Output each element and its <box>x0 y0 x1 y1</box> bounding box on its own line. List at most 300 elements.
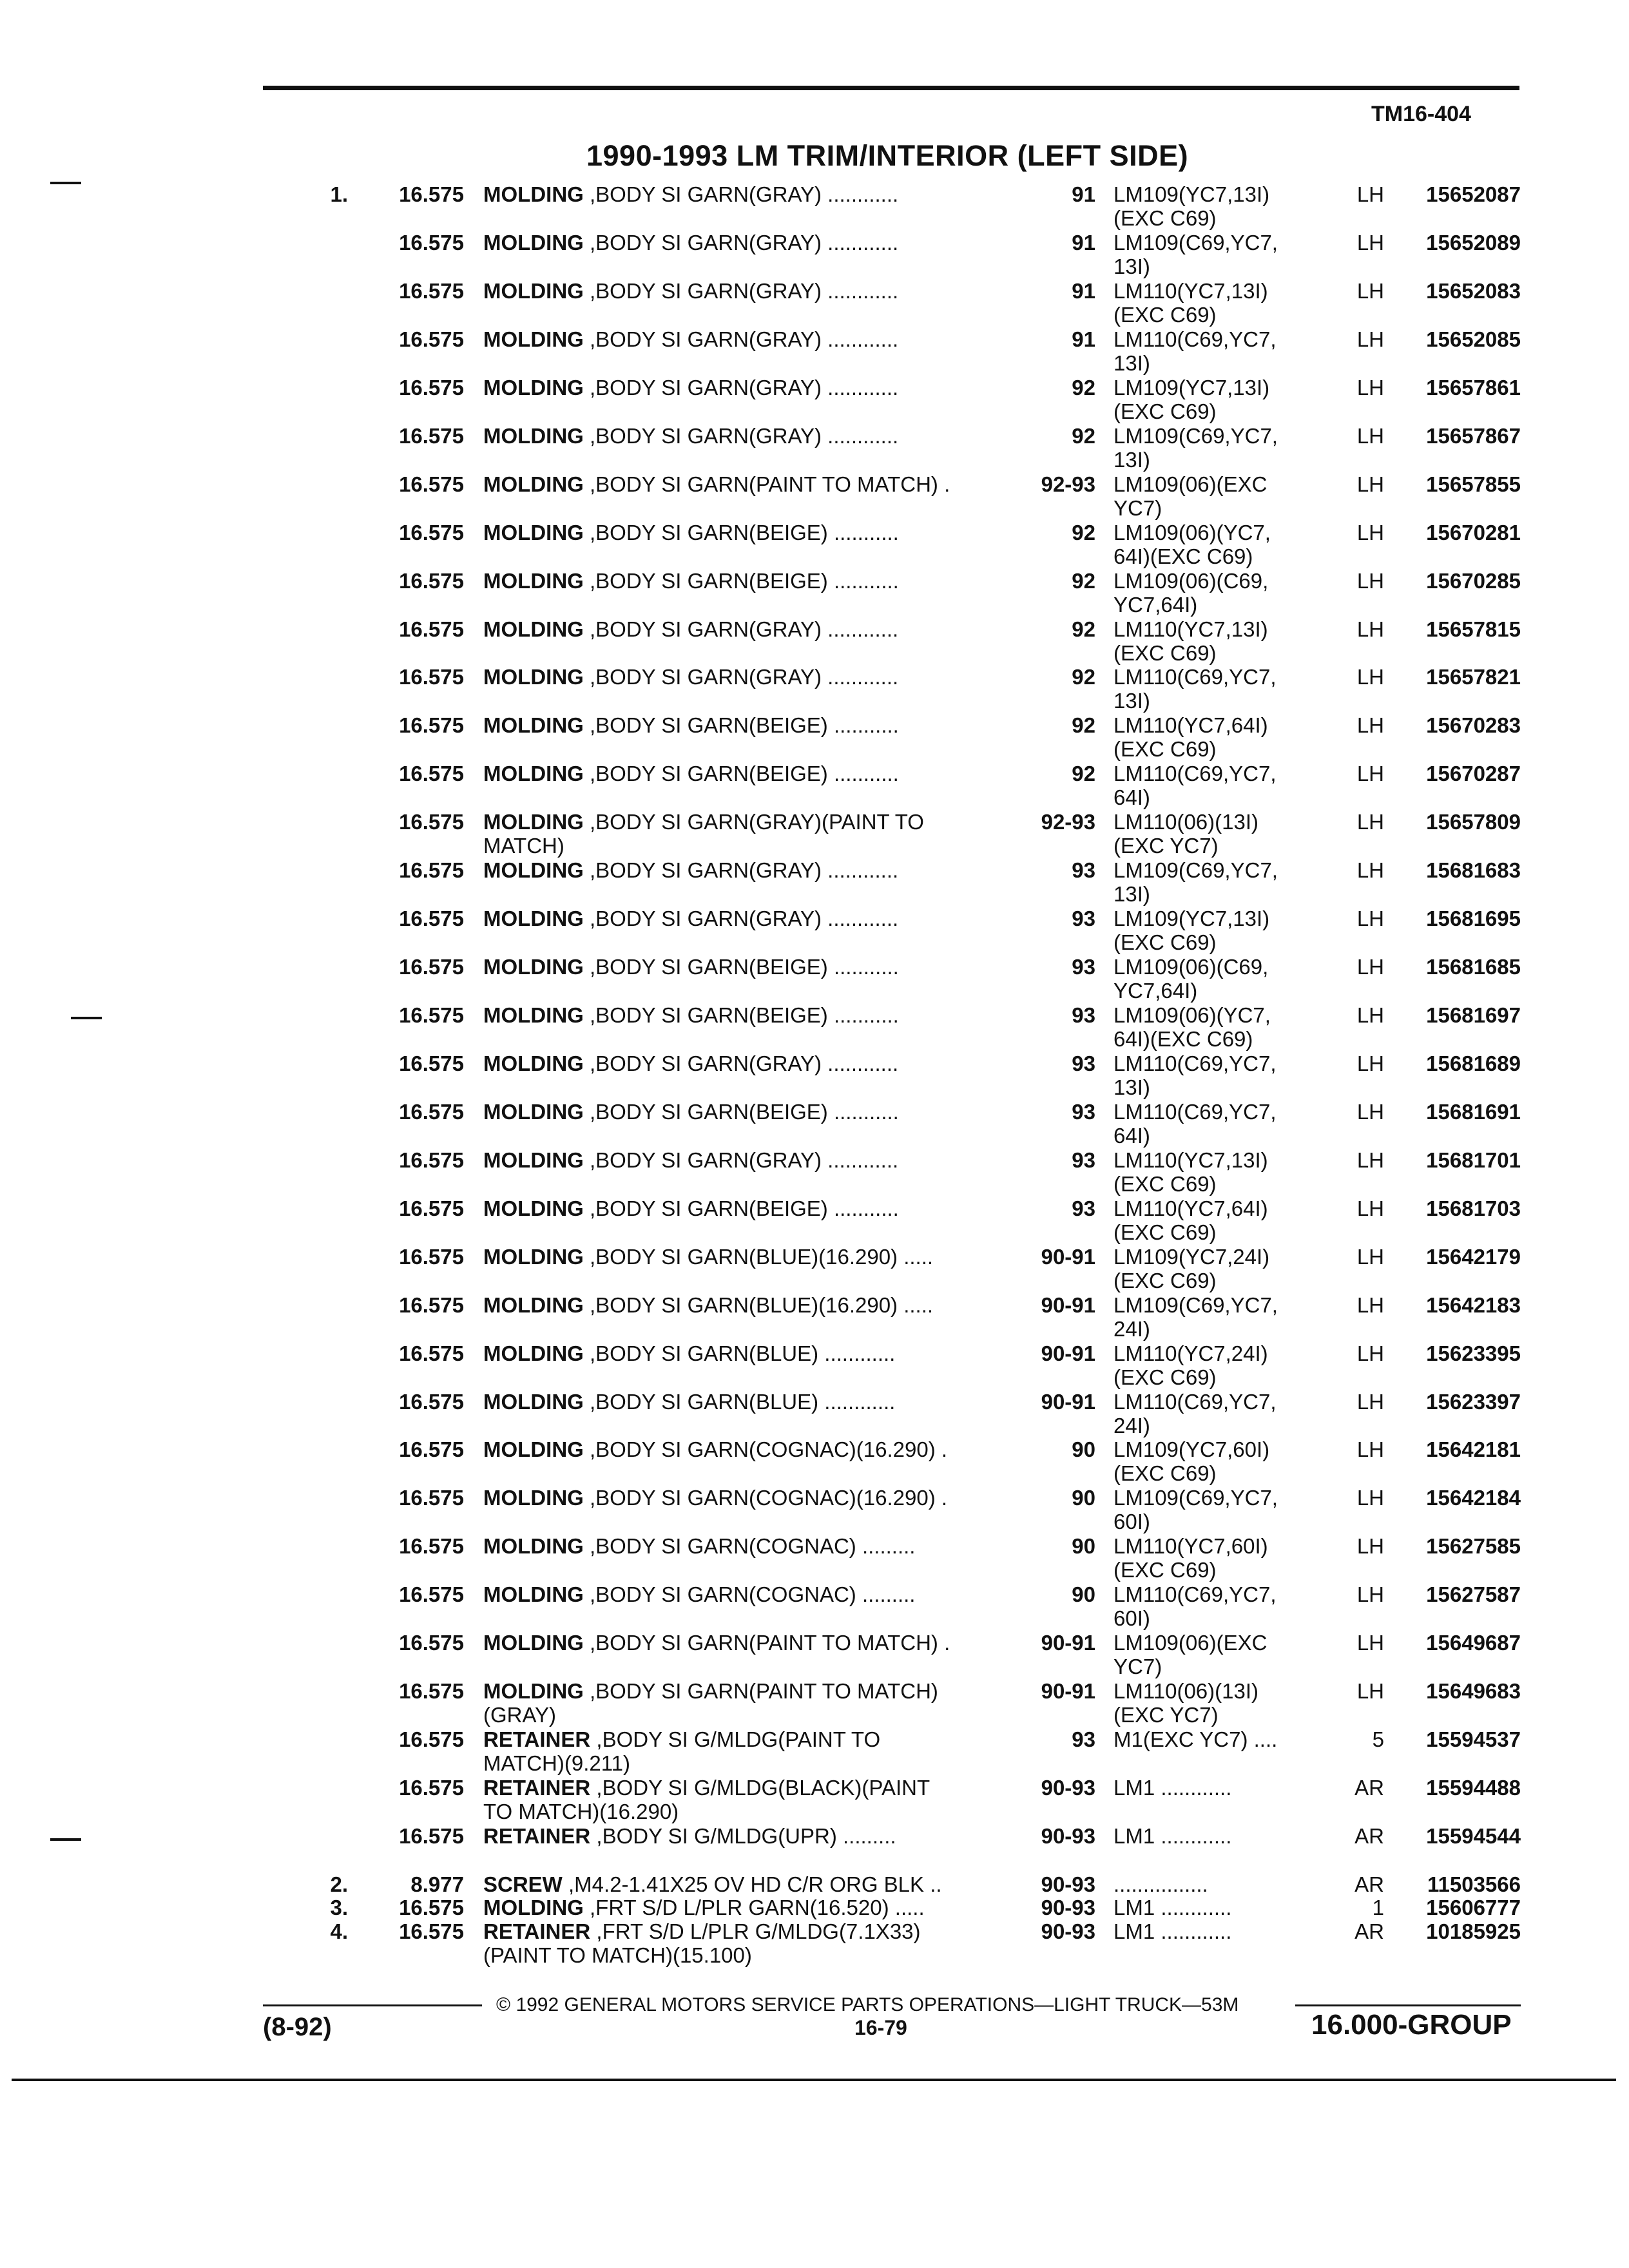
part-detail: ,BODY SI GARN(GRAY) ............ <box>583 665 899 689</box>
model-code: LM1 ............ <box>1113 1824 1232 1848</box>
group-number: 16.575 <box>399 810 464 834</box>
part-number: 15657821 <box>1426 665 1521 689</box>
quantity: LH <box>1356 713 1384 738</box>
model-year: 93 <box>1072 907 1095 931</box>
quantity: LH <box>1356 1486 1384 1510</box>
model-code: LM109(YC7,13I) (EXC C69) <box>1113 375 1270 423</box>
quantity: LH <box>1356 1679 1384 1704</box>
part-name: MOLDING <box>483 327 584 351</box>
part-number: 15657867 <box>1426 423 1521 448</box>
model-year: 90-91 <box>1041 1341 1095 1365</box>
quantity: LH <box>1356 1582 1384 1607</box>
part-number: 15681701 <box>1426 1148 1521 1172</box>
model-code: LM110(YC7,13I) (EXC C69) <box>1113 1148 1268 1196</box>
part-number: 15623397 <box>1426 1389 1521 1414</box>
model-code: LM110(C69,YC7, 24I) <box>1113 1389 1277 1437</box>
part-detail: ,BODY SI GARN(GRAY)(PAINT TO MATCH) <box>483 810 924 858</box>
quantity: LH <box>1356 568 1384 593</box>
part-number: 15594537 <box>1426 1727 1521 1752</box>
part-description <box>483 955 1031 979</box>
part-number: 15649687 <box>1426 1631 1521 1655</box>
part-name: MOLDING <box>483 810 584 834</box>
model-code: LM109(C69,YC7, 13I) <box>1113 230 1278 278</box>
part-number: 15657809 <box>1426 810 1521 834</box>
part-number: 15657855 <box>1426 472 1521 496</box>
item-key: 3. <box>330 1896 348 1920</box>
part-detail: ,BODY SI GARN(GRAY) ............ <box>583 230 899 255</box>
model-year: 90-93 <box>1041 1776 1095 1800</box>
part-description <box>483 279 1031 303</box>
quantity: LH <box>1356 230 1384 255</box>
part-detail: ,BODY SI GARN(GRAY) ............ <box>583 617 899 641</box>
part-description <box>483 1534 1031 1558</box>
part-detail: ,FRT S/D L/PLR GARN(16.520) ..... <box>583 1896 925 1920</box>
group-number: 16.575 <box>399 1099 464 1124</box>
part-name: MOLDING <box>483 568 584 593</box>
part-name: MOLDING <box>483 1293 584 1317</box>
model-year: 92 <box>1072 617 1095 641</box>
group-number: 16.575 <box>399 520 464 544</box>
part-name: MOLDING <box>483 1003 584 1027</box>
part-description <box>483 1148 1031 1172</box>
model-year: 90-91 <box>1041 1679 1095 1704</box>
model-code: LM110(06)(13I) (EXC YC7) <box>1113 1679 1258 1727</box>
part-number: 15681691 <box>1426 1099 1521 1124</box>
part-detail: ,BODY SI GARN(COGNAC)(16.290) . <box>583 1486 948 1510</box>
part-detail: ,BODY SI GARN(BEIGE) ........... <box>583 762 899 786</box>
model-code: LM110(C69,YC7, 13I) <box>1113 665 1277 713</box>
part-name: MOLDING <box>483 230 584 255</box>
part-description <box>483 1631 1031 1655</box>
copyright-notice: © 1992 GENERAL MOTORS SERVICE PARTS OPERATIONS—LIGHT TRUCK—53M <box>496 1994 1239 2015</box>
model-code: ................ <box>1113 1872 1208 1896</box>
group-number: 16.575 <box>399 1534 464 1559</box>
group-number: 16.575 <box>399 472 464 496</box>
model-year: 93 <box>1072 858 1095 883</box>
part-name: MOLDING <box>483 858 584 883</box>
model-year: 90-93 <box>1041 1896 1095 1920</box>
part-detail: ,BODY SI GARN(GRAY) ............ <box>583 327 899 351</box>
part-name: RETAINER <box>483 1727 591 1752</box>
model-year: 91 <box>1072 230 1095 255</box>
part-number: 15657815 <box>1426 617 1521 641</box>
group-number: 16.575 <box>399 1919 464 1943</box>
part-description <box>483 1679 1031 1727</box>
part-number: 15670287 <box>1426 762 1521 786</box>
model-code: LM110(YC7,13I) (EXC C69) <box>1113 278 1268 327</box>
part-description <box>483 521 1031 544</box>
part-detail: ,BODY SI GARN(GRAY) ............ <box>583 1148 899 1172</box>
part-description <box>483 1196 1031 1220</box>
model-code: LM110(YC7,60I) (EXC C69) <box>1113 1534 1268 1582</box>
model-year: 90-91 <box>1041 1631 1095 1655</box>
revision-date: (8-92) <box>263 2013 332 2041</box>
part-name: MOLDING <box>483 1437 584 1462</box>
quantity: LH <box>1356 1148 1384 1172</box>
model-code: LM110(C69,YC7, 60I) <box>1113 1582 1277 1631</box>
model-year: 92 <box>1072 375 1095 399</box>
part-number: 15657861 <box>1426 375 1521 399</box>
part-description <box>483 569 1031 593</box>
part-description <box>483 810 1031 858</box>
model-year: 92 <box>1072 713 1095 738</box>
part-number: 15623395 <box>1426 1341 1521 1365</box>
quantity: LH <box>1356 1244 1384 1269</box>
part-name: MOLDING <box>483 1896 584 1920</box>
group-number: 16.575 <box>399 1196 464 1220</box>
item-key: 4. <box>330 1919 348 1943</box>
part-description <box>483 327 1031 351</box>
quantity: LH <box>1356 762 1384 786</box>
part-detail: ,BODY SI GARN(BLUE) ............ <box>583 1389 896 1414</box>
group-number: 8.977 <box>410 1872 464 1896</box>
model-code: LM1 ............ <box>1113 1919 1232 1943</box>
model-code: LM109(06)(EXC YC7) <box>1113 1631 1268 1679</box>
model-year: 90-93 <box>1041 1824 1095 1848</box>
model-year: 93 <box>1072 955 1095 979</box>
group-number: 16.575 <box>399 1824 464 1848</box>
part-name: MOLDING <box>483 907 584 931</box>
group-number: 16.575 <box>399 1341 464 1365</box>
part-number: 15606777 <box>1426 1896 1521 1920</box>
part-number: 15652089 <box>1426 230 1521 255</box>
model-year: 92 <box>1072 762 1095 786</box>
part-number: 15681697 <box>1426 1003 1521 1027</box>
part-name: SCREW <box>483 1872 563 1896</box>
part-detail: ,BODY SI G/MLDG(BLACK)(PAINT TO MATCH)(16.290) <box>483 1776 930 1823</box>
model-year: 93 <box>1072 1003 1095 1027</box>
part-detail: ,BODY SI GARN(BEIGE) ........... <box>583 1196 899 1220</box>
part-detail: ,BODY SI GARN(BEIGE) ........... <box>583 713 899 738</box>
part-detail: ,BODY SI GARN(GRAY) ............ <box>583 1051 899 1075</box>
part-name: MOLDING <box>483 1486 584 1510</box>
top-rule <box>263 86 1519 90</box>
model-code: LM1 ............ <box>1113 1896 1232 1920</box>
part-name: MOLDING <box>483 1148 584 1172</box>
part-number: 15642181 <box>1426 1437 1521 1462</box>
quantity: AR <box>1354 1824 1384 1848</box>
part-name: RETAINER <box>483 1776 591 1800</box>
group-number: 16.575 <box>399 1582 464 1607</box>
part-description <box>483 1582 1031 1606</box>
group-number: 16.575 <box>399 665 464 689</box>
part-description <box>483 617 1031 641</box>
model-year: 92 <box>1072 665 1095 689</box>
part-description <box>483 907 1031 930</box>
part-description <box>483 1776 1031 1823</box>
model-year: 90-91 <box>1041 1389 1095 1414</box>
part-number: 15681683 <box>1426 858 1521 883</box>
part-name: MOLDING <box>483 713 584 738</box>
part-description <box>483 858 1031 882</box>
quantity: LH <box>1356 1437 1384 1462</box>
quantity: LH <box>1356 1051 1384 1075</box>
quantity: LH <box>1356 1389 1384 1414</box>
part-detail: ,BODY SI GARN(BEIGE) ........... <box>583 1003 899 1027</box>
part-number: 15681695 <box>1426 907 1521 931</box>
part-detail: ,BODY SI GARN(BEIGE) ........... <box>583 1099 899 1124</box>
model-code: LM109(06)(YC7, 64I)(EXC C69) <box>1113 1003 1271 1051</box>
part-description <box>483 1896 1031 1919</box>
part-name: RETAINER <box>483 1919 591 1943</box>
part-description <box>483 1293 1031 1317</box>
page-id: TM16-404 <box>1371 102 1471 126</box>
part-number: 15627587 <box>1426 1582 1521 1607</box>
model-year: 92 <box>1072 520 1095 544</box>
margin-mark <box>71 1017 102 1019</box>
part-description <box>483 762 1031 785</box>
group-number: 16.575 <box>399 568 464 593</box>
part-name: MOLDING <box>483 1631 584 1655</box>
part-name: MOLDING <box>483 1389 584 1414</box>
page-number: 16-79 <box>854 2016 907 2039</box>
model-code: LM110(C69,YC7, 64I) <box>1113 1099 1277 1148</box>
part-detail: ,BODY SI GARN(GRAY) ............ <box>583 278 899 303</box>
part-name: MOLDING <box>483 182 584 206</box>
part-name: MOLDING <box>483 520 584 544</box>
quantity: LH <box>1356 1293 1384 1317</box>
group-number: 16.575 <box>399 713 464 738</box>
quantity: LH <box>1356 327 1384 351</box>
group-number: 16.575 <box>399 278 464 303</box>
part-number: 15681703 <box>1426 1196 1521 1220</box>
group-number: 16.575 <box>399 1437 464 1462</box>
part-number: 15652087 <box>1426 182 1521 206</box>
quantity: LH <box>1356 1196 1384 1220</box>
part-number: 15681689 <box>1426 1051 1521 1075</box>
part-description <box>483 1245 1031 1269</box>
quantity: LH <box>1356 1534 1384 1559</box>
quantity: 5 <box>1372 1727 1384 1752</box>
part-detail: ,BODY SI GARN(PAINT TO MATCH) . <box>583 1631 950 1655</box>
model-code: LM109(06)(C69, YC7,64I) <box>1113 955 1269 1003</box>
model-year: 90 <box>1072 1582 1095 1607</box>
group-number: 16.575 <box>399 1051 464 1075</box>
model-year: 93 <box>1072 1727 1095 1752</box>
part-name: MOLDING <box>483 472 584 496</box>
part-name: MOLDING <box>483 1679 584 1704</box>
model-code: LM110(C69,YC7, 64I) <box>1113 762 1277 810</box>
part-detail: ,BODY SI GARN(COGNAC) ......... <box>583 1582 916 1607</box>
quantity: LH <box>1356 520 1384 544</box>
quantity: LH <box>1356 665 1384 689</box>
part-name: MOLDING <box>483 665 584 689</box>
part-detail: ,BODY SI GARN(COGNAC)(16.290) . <box>583 1437 948 1462</box>
part-detail: ,BODY SI GARN(GRAY) ............ <box>583 907 899 931</box>
group-number: 16.575 <box>399 423 464 448</box>
group-number: 16.575 <box>399 762 464 786</box>
model-code: LM109(06)(C69, YC7,64I) <box>1113 568 1269 617</box>
part-name: MOLDING <box>483 762 584 786</box>
model-year: 90-91 <box>1041 1293 1095 1317</box>
part-number: 15681685 <box>1426 955 1521 979</box>
model-year: 93 <box>1072 1051 1095 1075</box>
part-detail: ,BODY SI GARN(BLUE) ............ <box>583 1341 896 1365</box>
part-number: 15627585 <box>1426 1534 1521 1559</box>
part-detail: ,BODY SI GARN(BLUE)(16.290) ..... <box>583 1244 934 1269</box>
quantity: LH <box>1356 617 1384 641</box>
part-number: 15642184 <box>1426 1486 1521 1510</box>
model-year: 93 <box>1072 1099 1095 1124</box>
item-key: 2. <box>330 1872 348 1896</box>
part-detail: ,BODY SI GARN(BEIGE) ........... <box>583 520 899 544</box>
model-code: M1(EXC YC7) .... <box>1113 1727 1278 1752</box>
group-number: 16.575 <box>399 182 464 206</box>
part-detail: ,M4.2-1.41X25 OV HD C/R ORG BLK .. <box>562 1872 942 1896</box>
part-name: MOLDING <box>483 1244 584 1269</box>
part-name: MOLDING <box>483 1196 584 1220</box>
part-detail: ,BODY SI G/MLDG(UPR) ......... <box>590 1824 896 1848</box>
part-description <box>483 1052 1031 1075</box>
part-description <box>483 424 1031 448</box>
part-name: MOLDING <box>483 278 584 303</box>
quantity: LH <box>1356 1003 1384 1027</box>
part-name: MOLDING <box>483 375 584 399</box>
group-number: 16.575 <box>399 1003 464 1027</box>
footer-rule-right <box>1295 2004 1521 2006</box>
model-year: 90-91 <box>1041 1244 1095 1269</box>
quantity: LH <box>1356 1341 1384 1365</box>
quantity: AR <box>1354 1776 1384 1800</box>
model-code: LM109(YC7,13I) (EXC C69) <box>1113 907 1270 955</box>
model-year: 91 <box>1072 182 1095 206</box>
part-detail: ,BODY SI GARN(GRAY) ............ <box>583 182 899 206</box>
part-description <box>483 1919 1031 1967</box>
quantity: 1 <box>1372 1896 1384 1920</box>
model-year: 91 <box>1072 278 1095 303</box>
quantity: LH <box>1356 1631 1384 1655</box>
model-code: LM1 ............ <box>1113 1776 1232 1800</box>
model-year: 90-93 <box>1041 1919 1095 1943</box>
model-year: 90 <box>1072 1534 1095 1559</box>
part-detail: ,FRT S/D L/PLR G/MLDG(7.1X33) (PAINT TO MATCH)(15.100) <box>483 1919 921 1967</box>
part-number: 15649683 <box>1426 1679 1521 1704</box>
model-year: 90 <box>1072 1486 1095 1510</box>
quantity: LH <box>1356 375 1384 399</box>
bottom-rule <box>12 2079 1616 2081</box>
part-name: MOLDING <box>483 617 584 641</box>
group-number: 16.575 <box>399 955 464 979</box>
part-name: MOLDING <box>483 1534 584 1559</box>
part-number: 15670283 <box>1426 713 1521 738</box>
part-description <box>483 1486 1031 1510</box>
group-number: 16.575 <box>399 617 464 641</box>
group-number: 16.575 <box>399 1389 464 1414</box>
part-name: MOLDING <box>483 1582 584 1607</box>
part-number: 15594544 <box>1426 1824 1521 1848</box>
part-detail: ,BODY SI GARN(PAINT TO MATCH) . <box>583 472 950 496</box>
model-code: LM109(06)(EXC YC7) <box>1113 472 1268 520</box>
part-detail: ,BODY SI GARN(COGNAC) ......... <box>583 1534 916 1559</box>
part-description <box>483 182 1031 206</box>
part-description <box>483 1872 1031 1896</box>
quantity: LH <box>1356 907 1384 931</box>
part-name: RETAINER <box>483 1824 591 1848</box>
model-code: LM110(YC7,64I) (EXC C69) <box>1113 713 1268 762</box>
group-number: 16.575 <box>399 1293 464 1317</box>
quantity: LH <box>1356 810 1384 834</box>
group-number: 16.575 <box>399 327 464 351</box>
model-year: 92-93 <box>1041 810 1095 834</box>
part-detail: ,BODY SI GARN(GRAY) ............ <box>583 858 899 883</box>
group-number: 16.575 <box>399 1679 464 1704</box>
part-name: MOLDING <box>483 423 584 448</box>
part-description <box>483 1727 1031 1775</box>
part-detail: ,BODY SI GARN(BEIGE) ........... <box>583 955 899 979</box>
part-name: MOLDING <box>483 1341 584 1365</box>
part-name: MOLDING <box>483 955 584 979</box>
model-code: LM110(YC7,24I) (EXC C69) <box>1113 1341 1268 1389</box>
item-key: 1. <box>330 182 348 206</box>
part-description <box>483 1100 1031 1124</box>
group-number: 16.575 <box>399 1776 464 1800</box>
model-code: LM109(C69,YC7, 13I) <box>1113 858 1278 907</box>
part-description <box>483 1341 1031 1365</box>
part-detail: ,BODY SI GARN(GRAY) ............ <box>583 375 899 399</box>
quantity: AR <box>1354 1919 1384 1943</box>
quantity: LH <box>1356 955 1384 979</box>
part-number: 11503566 <box>1427 1872 1521 1896</box>
model-code: LM109(YC7,60I) (EXC C69) <box>1113 1437 1270 1486</box>
page-title: 1990-1993 LM TRIM/INTERIOR (LEFT SIDE) <box>586 139 1189 172</box>
model-year: 90 <box>1072 1437 1095 1462</box>
model-code: LM109(C69,YC7, 13I) <box>1113 423 1278 472</box>
model-code: LM110(YC7,13I) (EXC C69) <box>1113 617 1268 665</box>
model-year: 90-93 <box>1041 1872 1095 1896</box>
model-code: LM110(C69,YC7, 13I) <box>1113 327 1277 375</box>
part-description <box>483 376 1031 399</box>
group-number: 16.575 <box>399 230 464 255</box>
model-year: 92 <box>1072 568 1095 593</box>
part-number: 15642179 <box>1426 1244 1521 1269</box>
quantity: LH <box>1356 858 1384 883</box>
part-number: 15652085 <box>1426 327 1521 351</box>
quantity: LH <box>1356 278 1384 303</box>
part-description <box>483 665 1031 689</box>
group-number: 16.575 <box>399 1631 464 1655</box>
part-detail: ,BODY SI GARN(GRAY) ............ <box>583 423 899 448</box>
part-name: MOLDING <box>483 1099 584 1124</box>
part-description <box>483 472 1031 496</box>
model-code: LM110(YC7,64I) (EXC C69) <box>1113 1196 1268 1244</box>
part-number: 15594488 <box>1426 1776 1521 1800</box>
quantity: LH <box>1356 182 1384 206</box>
part-description <box>483 1824 1031 1848</box>
group-number: 16.575 <box>399 1727 464 1752</box>
group-number: 16.575 <box>399 1244 464 1269</box>
group-label: 16.000-GROUP <box>1311 2009 1512 2041</box>
group-number: 16.575 <box>399 1148 464 1172</box>
part-number: 15670285 <box>1426 568 1521 593</box>
model-year: 92 <box>1072 423 1095 448</box>
part-detail: ,BODY SI GARN(BEIGE) ........... <box>583 568 899 593</box>
model-year: 93 <box>1072 1196 1095 1220</box>
group-number: 16.575 <box>399 1896 464 1920</box>
model-code: LM109(C69,YC7, 60I) <box>1113 1486 1278 1534</box>
quantity: AR <box>1354 1872 1384 1896</box>
part-name: MOLDING <box>483 1051 584 1075</box>
part-description <box>483 713 1031 737</box>
part-number: 10185925 <box>1426 1919 1521 1943</box>
model-code: LM110(C69,YC7, 13I) <box>1113 1051 1277 1099</box>
model-code: LM109(YC7,13I) (EXC C69) <box>1113 182 1270 230</box>
quantity: LH <box>1356 472 1384 496</box>
group-number: 16.575 <box>399 858 464 883</box>
part-number: 15670281 <box>1426 520 1521 544</box>
model-year: 93 <box>1072 1148 1095 1172</box>
model-year: 91 <box>1072 327 1095 351</box>
model-code: LM109(06)(YC7, 64I)(EXC C69) <box>1113 520 1271 568</box>
